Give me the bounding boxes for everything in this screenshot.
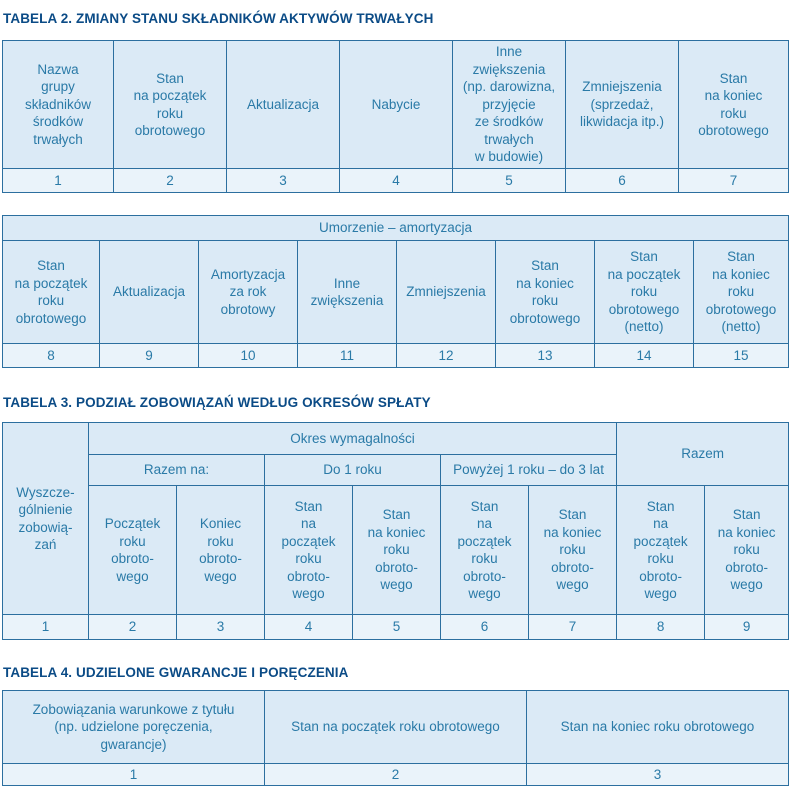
column-number: 14 [595, 344, 694, 368]
header-cell: Stan na koniec roku obroto- wego [529, 486, 617, 615]
column-number: 12 [397, 344, 496, 368]
group-header-umorzenie: Umorzenie – amortyzacja [3, 216, 789, 241]
group-header-okres: Okres wymagalności [89, 423, 617, 455]
header-cell: Początek roku obroto- wego [89, 486, 177, 615]
column-number: 7 [529, 615, 617, 640]
header-cell: Stan na początek roku obroto- wego [441, 486, 529, 615]
header-cell: Stan na początek roku obrotowego [265, 691, 527, 764]
header-wyszczegolnienie: Wyszcze- gólnienie zobowią- zań [3, 423, 89, 615]
column-number: 2 [265, 764, 527, 786]
tabela2-part1 [2, 40, 789, 193]
header-cell: Nabycie [340, 41, 453, 169]
column-number: 3 [227, 169, 340, 193]
header-cell: Zobowiązania warunkowe z tytułu (np. udzielone poręczenia, gwarancje) [3, 691, 265, 764]
header-cell: Zmniejszenia (sprzedaż, likwidacja itp.) [566, 41, 679, 169]
header-cell: Inne zwiększenia (np. darowizna, przyjęcie ze środków trwałych w budowie) [453, 41, 566, 169]
column-number: 1 [3, 615, 89, 640]
header-cell: Stan na koniec roku obrotowego [679, 41, 789, 169]
header-cell: Stan na początek roku obrotowego [114, 41, 227, 169]
column-number: 8 [617, 615, 705, 640]
header-cell: Stan na początek roku obrotowego (netto) [595, 241, 694, 344]
tabela4-table [2, 690, 789, 786]
header-cell: Aktualizacja [100, 241, 199, 344]
column-number: 8 [3, 344, 100, 368]
tabela2-part2 [2, 215, 789, 368]
header-cell: Stan na koniec roku obroto- wego [705, 486, 789, 615]
tabela3-table [2, 422, 789, 640]
column-number: 11 [298, 344, 397, 368]
header-cell: Stan na koniec roku obroto- wego [353, 486, 441, 615]
tabela3-heading: TABELA 3. PODZIAŁ ZOBOWIĄZAŃ WEDŁUG OKRESÓW SPŁATY [3, 395, 431, 410]
header-cell: Amortyzacja za rok obrotowy [199, 241, 298, 344]
header-cell: Stan na początek roku obroto- wego [617, 486, 705, 615]
column-number: 9 [705, 615, 789, 640]
header-cell: Inne zwiększenia [298, 241, 397, 344]
header-cell: Stan na koniec roku obrotowego [496, 241, 595, 344]
column-number: 1 [3, 169, 114, 193]
header-cell: Stan na początek roku obroto- wego [265, 486, 353, 615]
column-number: 15 [694, 344, 789, 368]
column-number: 5 [453, 169, 566, 193]
header-cell: Nazwa grupy składników środków trwałych [3, 41, 114, 169]
column-number: 7 [679, 169, 789, 193]
group-header-do-1-roku: Do 1 roku [265, 455, 441, 486]
column-number: 4 [340, 169, 453, 193]
column-number: 2 [89, 615, 177, 640]
column-number: 2 [114, 169, 227, 193]
header-cell: Stan na początek roku obrotowego [3, 241, 100, 344]
column-number: 13 [496, 344, 595, 368]
column-number: 6 [441, 615, 529, 640]
group-header-powyzej-1-roku: Powyżej 1 roku – do 3 lat [441, 455, 617, 486]
tabela4-heading: TABELA 4. UDZIELONE GWARANCJE I PORĘCZENIA [3, 665, 349, 680]
column-number: 10 [199, 344, 298, 368]
column-number: 1 [3, 764, 265, 786]
column-number: 3 [527, 764, 789, 786]
tabela2-heading: TABELA 2. ZMIANY STANU SKŁADNIKÓW AKTYWÓW TRWAŁYCH [3, 11, 434, 26]
header-cell: Zmniejszenia [397, 241, 496, 344]
header-cell: Koniec roku obroto- wego [177, 486, 265, 615]
column-number: 5 [353, 615, 441, 640]
group-header-razem: Razem [617, 423, 789, 486]
header-cell: Aktualizacja [227, 41, 340, 169]
column-number: 6 [566, 169, 679, 193]
header-cell: Stan na koniec roku obrotowego [527, 691, 789, 764]
column-number: 3 [177, 615, 265, 640]
column-number: 9 [100, 344, 199, 368]
header-cell: Stan na koniec roku obrotowego (netto) [694, 241, 789, 344]
column-number: 4 [265, 615, 353, 640]
group-header-razem-na: Razem na: [89, 455, 265, 486]
